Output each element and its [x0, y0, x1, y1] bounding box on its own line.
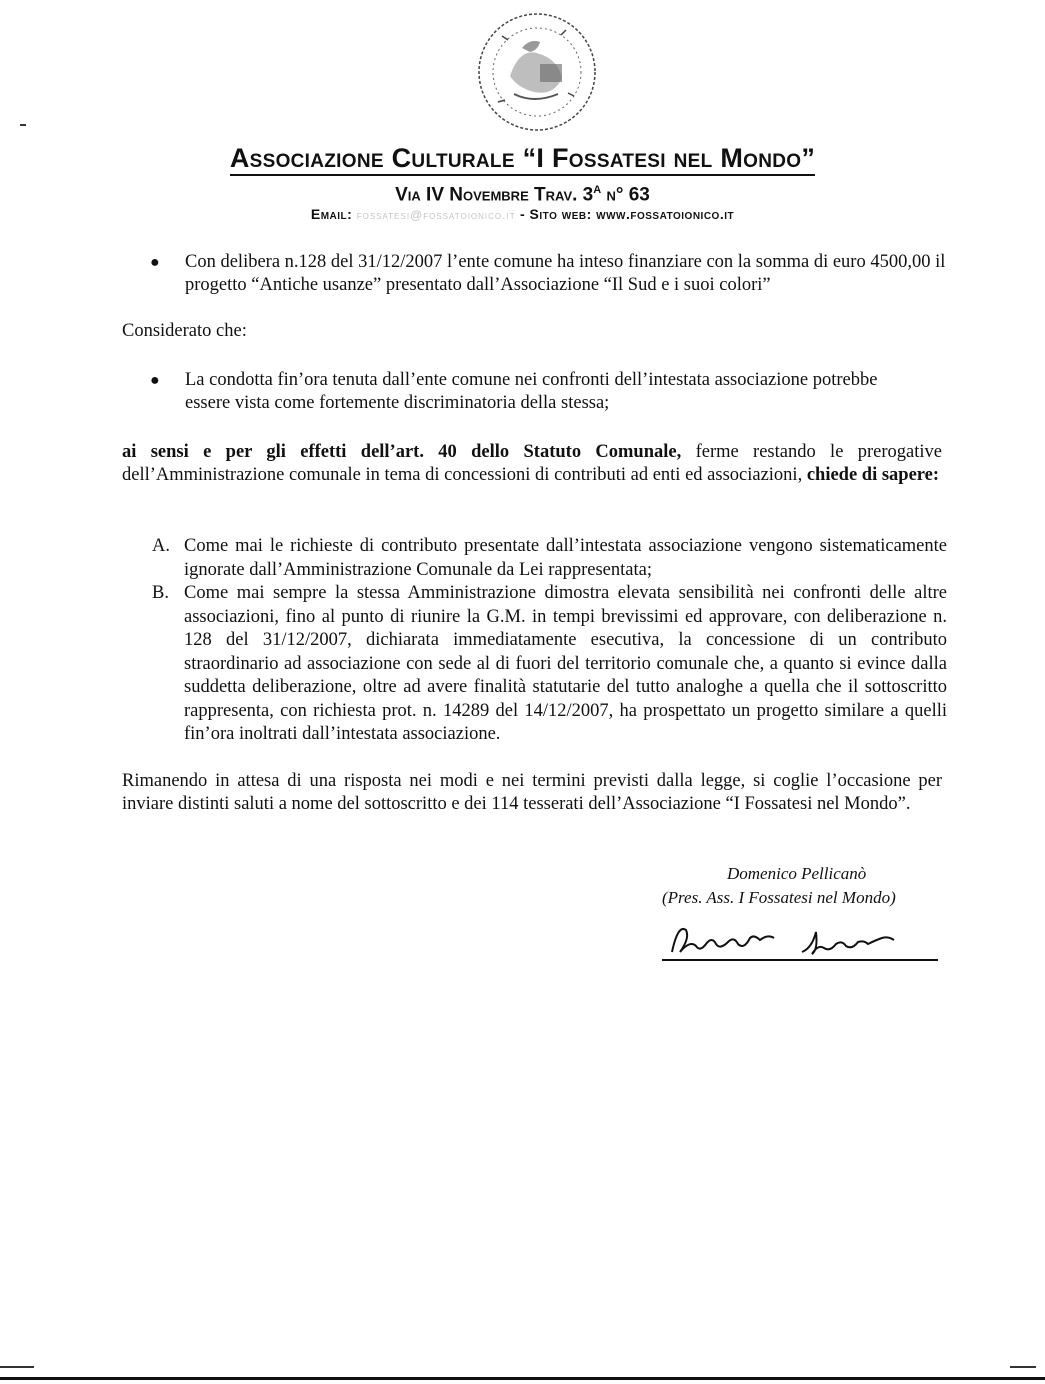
- bullet-text: La condotta fin’ora tenuta dall’ente comune nei confronti dell’intestata associazione potrebbe essere vista come fortemente discriminatoria della stessa;: [185, 370, 878, 413]
- letterhead-title: [0, 143, 1045, 174]
- email-value: fossatesi@fossatoionico.it: [356, 208, 516, 222]
- letterhead-title-text: Associazione Culturale “I Fossatesi nel Mondo”: [230, 143, 815, 176]
- address-number: n° 63: [601, 184, 650, 206]
- address-street: Via IV Novembre Trav. 3: [395, 184, 594, 206]
- page-bottom-edge: [0, 1377, 1045, 1380]
- bullet-item-condotta: [150, 369, 890, 415]
- email-label: Email:: [310, 206, 353, 222]
- question-marker: B.: [152, 583, 169, 603]
- website-label: - Sito web:: [520, 206, 592, 222]
- handwritten-signature: [652, 912, 952, 970]
- request-bold-start: ai sensi e per gli effetti dell’art. 40 dello Statuto Comunale,: [122, 442, 682, 462]
- closing-paragraph: Rimanendo in attesa di una risposta nei modi e nei termini previsti dalla legge, si coglie l’occasione per inviare distinti saluti a nome del sottoscritto e dei 114 tesserati dell’Associazione “I Fossatesi nel Mondo”.: [122, 771, 942, 814]
- request-paragraph: [122, 441, 942, 487]
- address-superscript: A: [593, 184, 602, 196]
- signatory-role: (Pres. Ass. I Fossatesi nel Mondo): [662, 888, 896, 907]
- considerato-label: Considerato che:: [122, 321, 247, 341]
- bullet-dot: ●: [150, 372, 160, 389]
- bullet-item-delibera: [150, 251, 950, 297]
- scan-mark: [20, 124, 26, 126]
- question-item-b: [152, 582, 947, 747]
- question-text: Come mai le richieste di contributo presentate dall’intestata associazione vengono sistematicamente ignorate dall’Amministrazione Comunale da Lei rappresentata;: [184, 536, 947, 580]
- question-text: Come mai sempre la stessa Amministrazione dimostra elevata sensibilità nei confronti delle altre associazioni, fino al punto di riunire la G.M. in tempi brevissimi ed approvare, con deliberazione n. 128 del 31/12/2007, dichiarata immediatamente esecutiva, la concessione di un contributo straordinario ad associazione con sede al di fuori del territorio comunale che, a quanto si evince dalla suddetta deliberazione, oltre ad avere finalità statutarie del tutto analoghe a quella che il sottoscritto rappresenta, con richiesta prot. n. 14289 del 14/12/2007, ha prospettato un progetto similare a quelli fin’ora inoltrati dall’intestata associazione.: [184, 583, 947, 744]
- question-item-a: [152, 535, 947, 582]
- bullet-dot: ●: [150, 254, 160, 271]
- signatory-name: Domenico Pellicanò: [727, 864, 867, 883]
- question-marker: A.: [152, 536, 170, 556]
- request-middle: ferme restando le prerogative dell’Amministrazione comunale in tema di concessioni di contributi ad enti ed associazioni,: [122, 442, 942, 485]
- scan-mark: [1010, 1366, 1036, 1368]
- bullet-text: Con delibera n.128 del 31/12/2007 l’ente comune ha inteso finanziare con la somma di euro 4500,00 il progetto “Antiche usanze” presentato dall’Associazione “Il Sud e i suoi colori”: [185, 252, 946, 295]
- website-value: www.fossatoionico.it: [596, 206, 735, 222]
- letterhead-contacts: [0, 206, 1045, 222]
- association-seal: [462, 6, 612, 138]
- letterhead-address: [0, 184, 1045, 206]
- scan-mark: [0, 1366, 34, 1368]
- request-bold-end: chiede di sapere:: [806, 465, 940, 485]
